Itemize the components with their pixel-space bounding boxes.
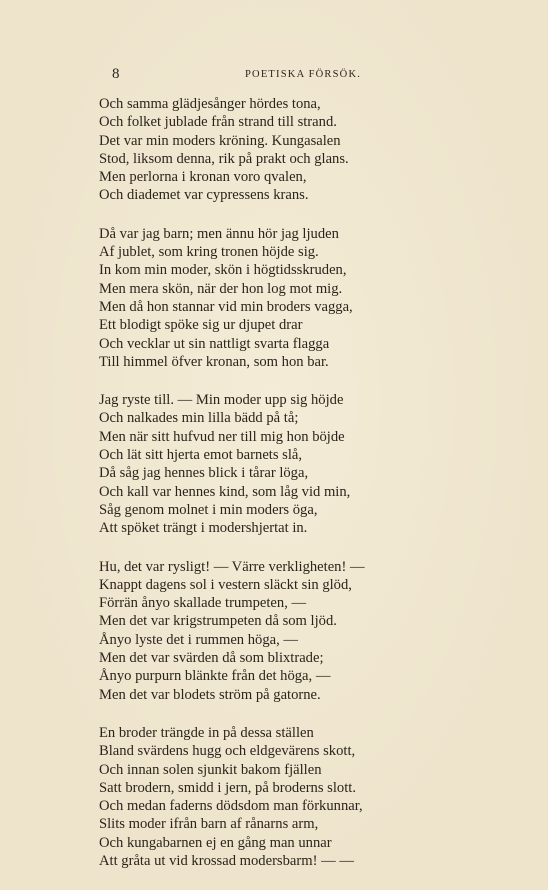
stanza-1 — [99, 95, 429, 205]
poem-line: Men mera skön, när der hon log mot mig. — [99, 280, 343, 297]
poem-line: Och nalkades min lilla bädd på tå; — [99, 410, 299, 427]
poem-line: Och medan faderns dödsdom man förkunnar, — [99, 798, 363, 815]
poem-line: Ånyo lyste det i rummen höga, — — [99, 631, 299, 648]
poem-line: Ett blodigt spöke sig ur djupet drar — [99, 317, 303, 334]
stanza-3 — [99, 391, 429, 537]
stanza-2 — [99, 225, 429, 371]
poem-line: Och innan solen sjunkit bakom fjällen — [99, 761, 322, 778]
poem-line: Men när sitt hufvud ner till mig hon böjde — [99, 428, 345, 445]
poem-line: Knappt dagens sol i vestern släckt sin glöd, — [99, 576, 352, 593]
poem-line: Förrän ånyo skallade trumpeten, — — [99, 595, 307, 612]
poem-line: Såg genom molnet i min moders öga, — [99, 501, 318, 518]
page-header — [112, 64, 382, 84]
poem-line: Till himmel öfver kronan, som hon bar. — [99, 353, 329, 370]
poem-line: Men det var krigstrumpeten då som ljöd. — [99, 613, 337, 630]
poem-line: Att gråta ut vid krossad modersbarm! — — — [99, 852, 354, 869]
poem-line: Men det var blodets ström på gatorne. — [99, 686, 321, 703]
poem-line: Stod, liksom denna, rik på prakt och glans. — [99, 150, 349, 167]
poem-line: Och lät sitt hjerta emot barnets slå, — [99, 447, 303, 464]
poem-line: Och diademet var cypressens krans. — [99, 187, 309, 204]
stanza-5 — [99, 724, 429, 870]
poem-line: Men då hon stannar vid min broders vagga, — [99, 298, 353, 315]
poem-line: Att spöket trängt i modershjertat in. — [99, 520, 308, 537]
poem-line: Och kall var hennes kind, som låg vid min, — [99, 483, 351, 500]
poem-line: Af jublet, som kring tronen höjde sig. — [99, 244, 319, 261]
poem-line: Då var jag barn; men ännu hör jag ljuden — [99, 225, 339, 242]
poem-line: Jag ryste till. — Min moder upp sig höjde — [99, 392, 344, 409]
poem-line: Satt brodern, smidd i jern, på broderns slott. — [99, 779, 356, 796]
poem-line: Bland svärdens hugg och eldgevärens skott, — [99, 743, 356, 760]
page-number: 8 — [112, 66, 120, 82]
poem-line: Det var min moders kröning. Kungasalen — [99, 132, 341, 149]
running-head: POETISKA FÖRSÖK. — [245, 69, 362, 80]
poem-line: En broder trängde in på dessa ställen — [99, 724, 314, 741]
poem-line: In kom min moder, skön i högtidsskruden, — [99, 262, 347, 279]
poem-text — [99, 95, 429, 870]
poem-line: Ånyo purpurn blänkte från det höga, — — [99, 668, 331, 685]
stanza-4 — [99, 558, 429, 704]
poem-line: Och kungabarnen ej en gång man unnar — [99, 834, 332, 851]
poem-line: Och samma glädjesånger hördes tona, — [99, 96, 321, 112]
poem-line: Men det var svärden då som blixtrade; — [99, 650, 324, 667]
poem-line: Slits moder ifrån barn af rånarns arm, — [99, 816, 319, 833]
poem-line: Och vecklar ut sin nattligt svarta flagga — [99, 335, 330, 352]
poem-line: Då såg jag hennes blick i tårar löga, — [99, 465, 309, 482]
poem-line: Och folket jublade från strand till strand. — [99, 114, 337, 131]
poem-line: Hu, det var rysligt! — Värre verkligheten! — — [99, 558, 365, 575]
poem-line: Men perlorna i kronan voro qvalen, — [99, 169, 307, 186]
